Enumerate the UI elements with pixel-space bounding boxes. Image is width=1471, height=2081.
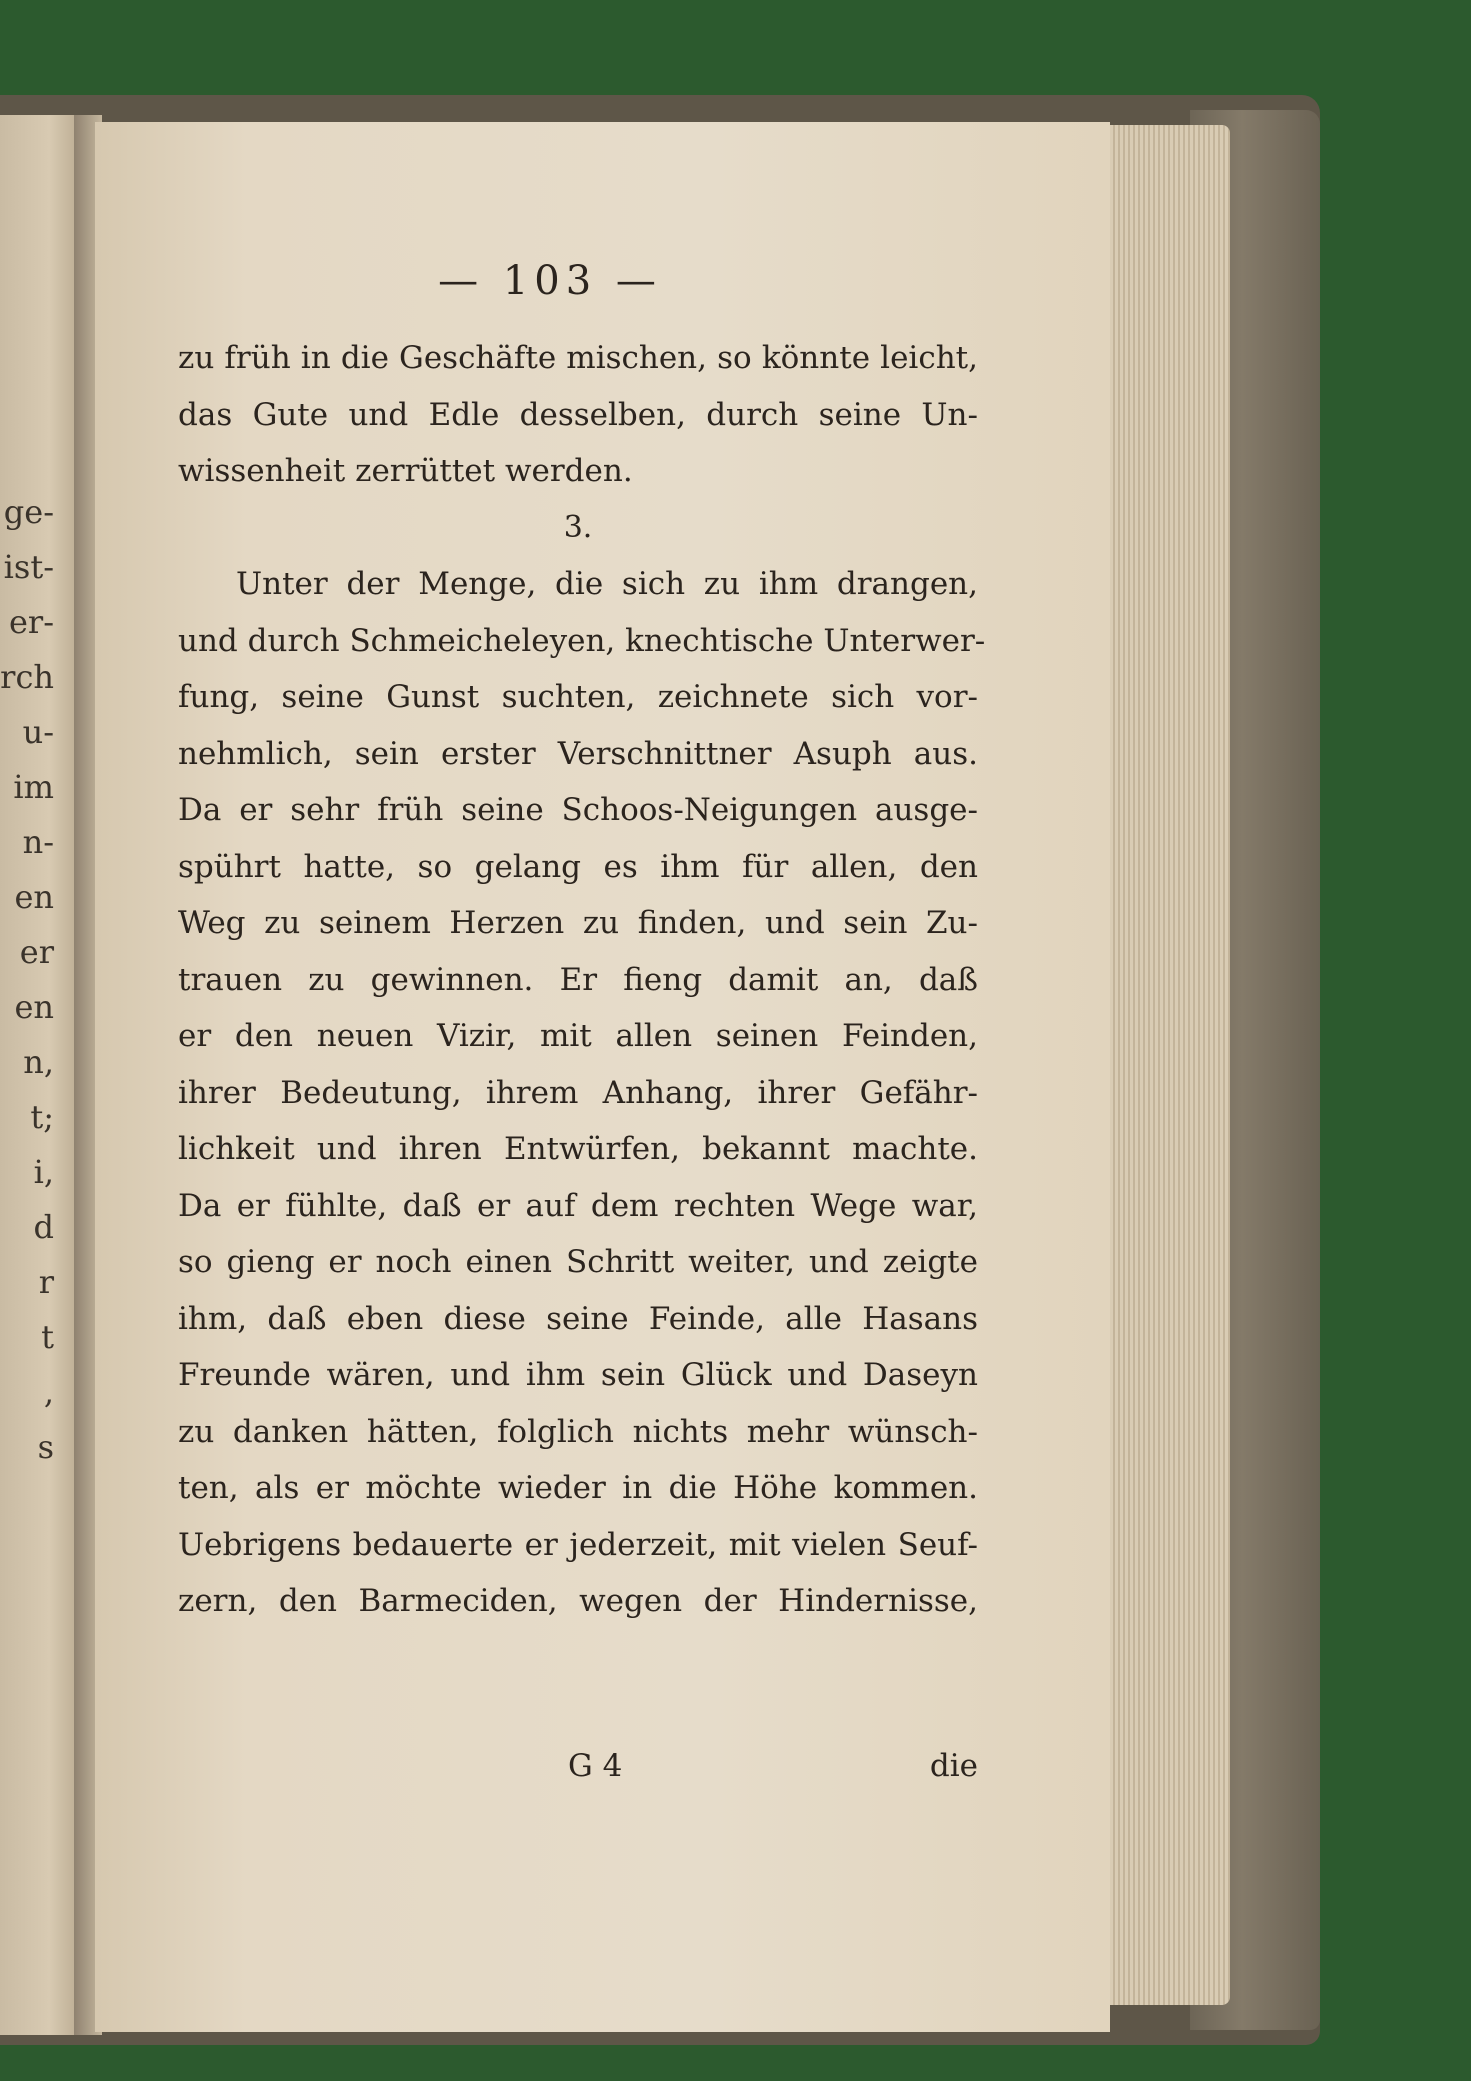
text-line: Da er fühlte, daß er auf dem rechten Wege war, (178, 1187, 978, 1224)
text-line: er den neuen Vizir, mit allen seinen Feinden, (178, 1018, 978, 1054)
left-fragment: t; (30, 1098, 54, 1136)
left-fragment: ist- (3, 548, 54, 586)
left-fragment: n- (22, 823, 54, 861)
left-fragment: t (41, 1318, 54, 1356)
text-line: trauen zu gewinnen. Er fieng damit an, daß (178, 961, 978, 998)
left-fragment: n, (23, 1043, 54, 1081)
text-line: ihm, daß eben diese seine Feinde, alle Hasans (178, 1300, 978, 1337)
left-fragment: en (14, 988, 54, 1026)
left-fragment: d (33, 1208, 54, 1246)
text-line: fung, seine Gunst suchten, zeichnete sich vor- (178, 679, 978, 715)
text-line: Unter der Menge, die sich zu ihm drangen, (236, 566, 978, 602)
left-page-text-fragments (0, 485, 60, 1475)
text-line: Freunde wären, und ihm sein Glück und Daseyn (178, 1357, 978, 1393)
left-fragment: i, (33, 1153, 54, 1191)
printer-signature: G 4 (568, 1748, 623, 1784)
text-line: so gieng er noch einen Schritt weiter, und zeigte (178, 1244, 978, 1280)
left-fragment: s (37, 1428, 54, 1466)
page-block-edge (1100, 125, 1230, 2005)
left-fragment: er- (8, 603, 54, 641)
page-number-header: — 103 — (438, 258, 662, 304)
text-line: und durch Schmeicheleyen, knechtische Unterwer- (178, 622, 986, 659)
text-line: das Gute und Edle desselben, durch seine Un- (178, 396, 978, 433)
page-text-body (178, 330, 986, 1630)
left-page (0, 115, 82, 2035)
text-line: zern, den Barmeciden, wegen der Hindernisse, (178, 1583, 978, 1619)
text-line: ihrer Bedeutung, ihrem Anhang, ihrer Gefähr- (178, 1074, 978, 1111)
text-line: Uebrigens bedauerte er jederzeit, mit vielen Seuf- (178, 1526, 978, 1563)
left-fragment: en (14, 878, 54, 916)
left-fragment: ge- (3, 493, 54, 531)
left-fragment: rch (0, 658, 54, 696)
text-line: nehmlich, sein erster Verschnittner Asuph aus. (178, 735, 978, 772)
page-footer (178, 1736, 978, 1792)
text-line: zu früh in die Geschäfte mischen, so könnte leicht, (178, 340, 978, 376)
text-line: Weg zu seinem Herzen zu finden, und sein Zu- (178, 905, 978, 941)
text-line: wissenheit zerrüttet werden. (178, 453, 633, 489)
text-line: zu danken hätten, folglich nichts mehr wünsch- (178, 1413, 978, 1450)
left-fragment: u- (22, 713, 54, 751)
text-line: ten, als er möchte wieder in die Höhe kommen. (178, 1470, 978, 1506)
left-fragment: , (43, 1373, 54, 1411)
text-line: Da er sehr früh seine Schoos-Neigungen ausge- (178, 792, 978, 828)
catchword: die (929, 1748, 978, 1784)
text-line: spührt hatte, so gelang es ihm für allen, den (178, 848, 978, 885)
section-number: 3. (563, 509, 593, 545)
text-line: lichkeit und ihren Entwürfen, bekannt machte. (178, 1131, 978, 1167)
left-fragment: im (13, 768, 54, 806)
left-fragment: r (38, 1263, 54, 1301)
left-fragment: er (19, 933, 54, 971)
